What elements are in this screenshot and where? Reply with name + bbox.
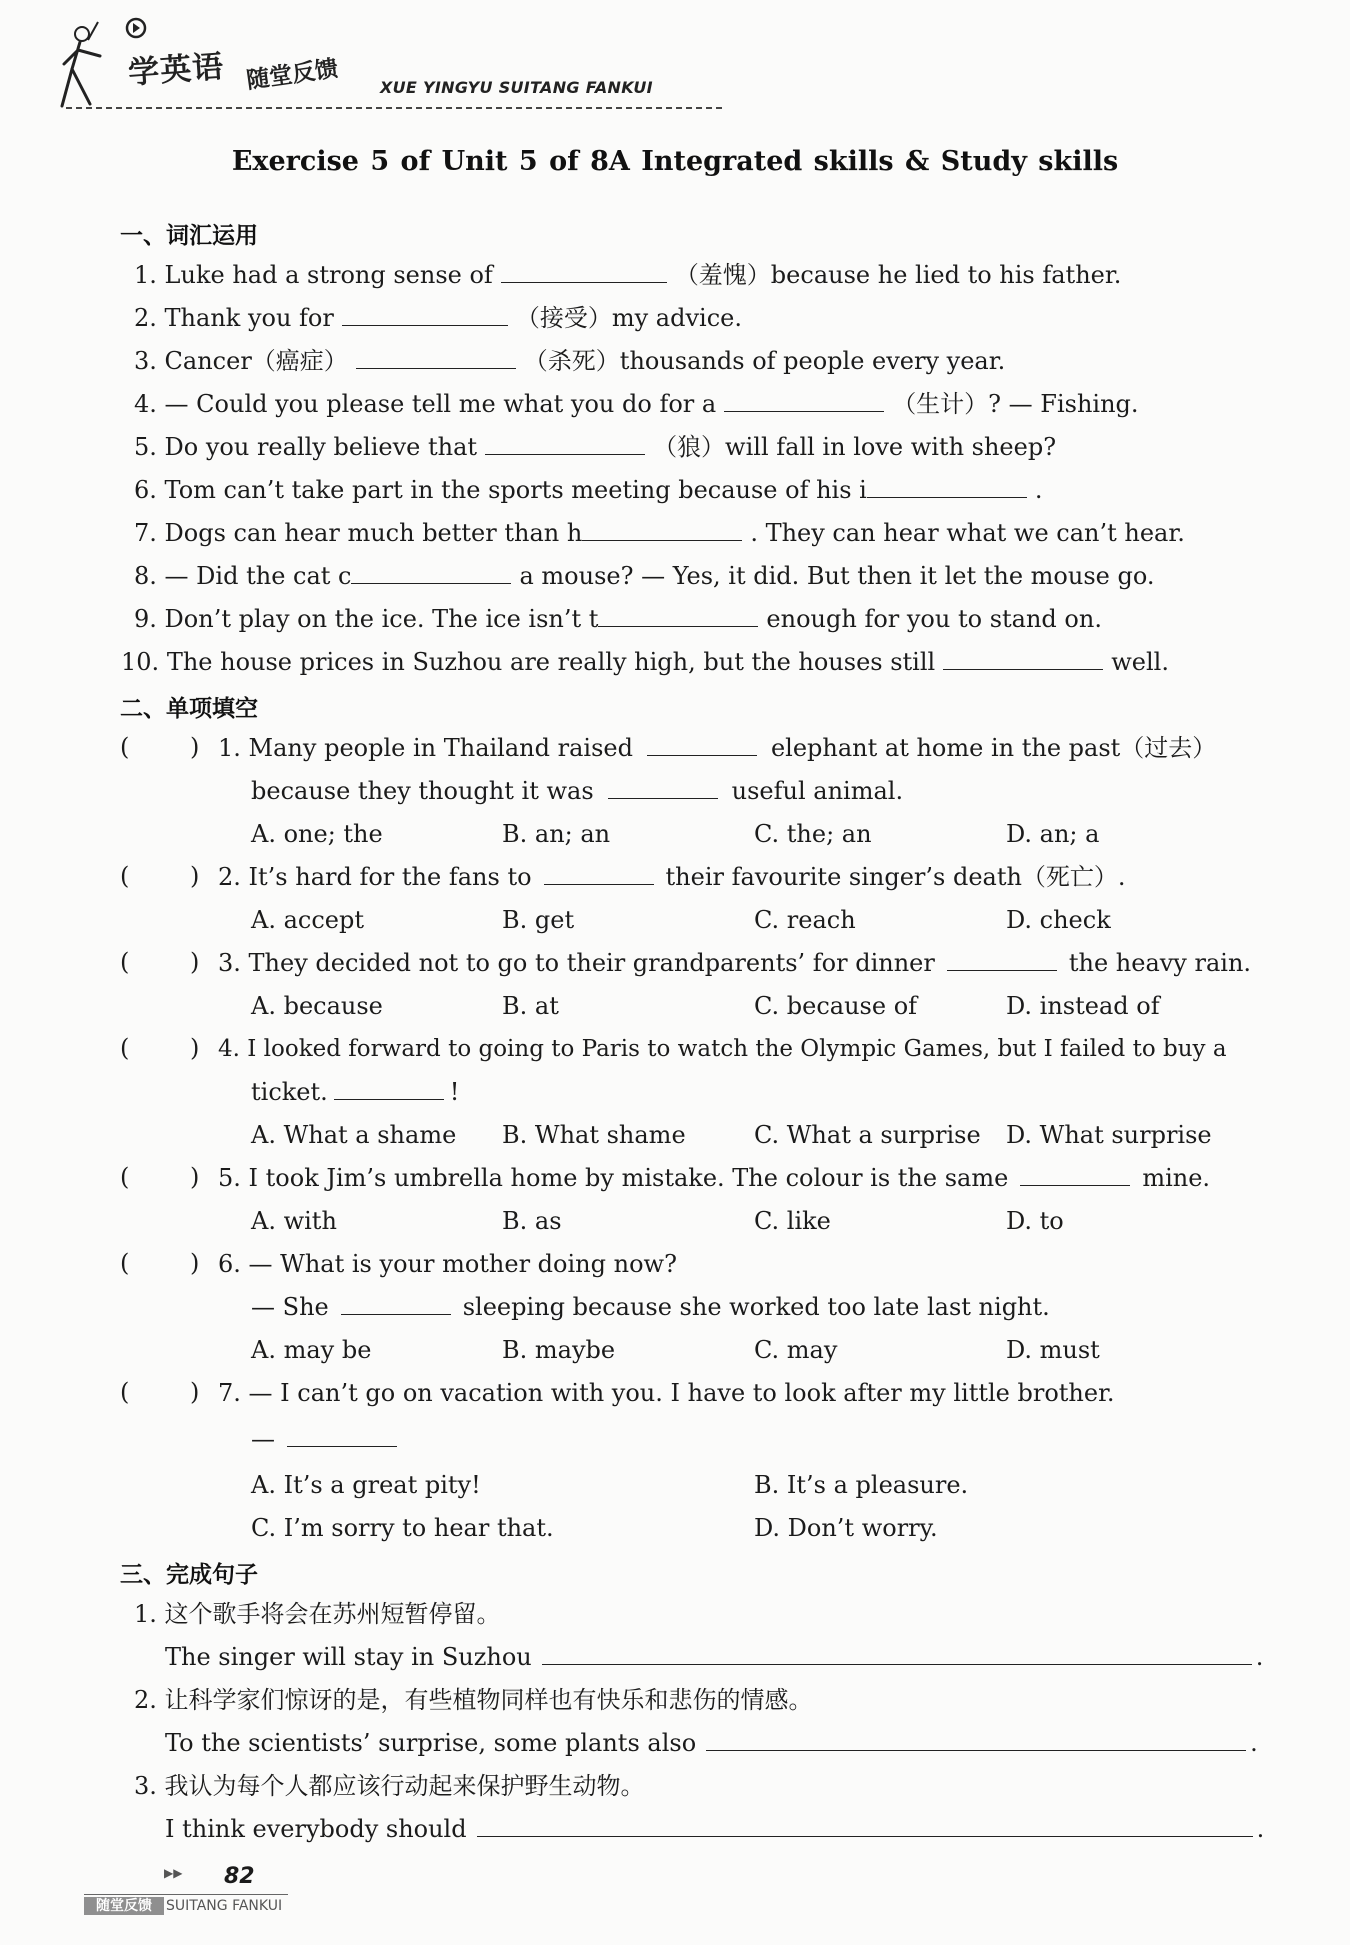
item-number: 5. bbox=[218, 1164, 241, 1192]
item-text: — I can’t go on vacation with you. I have to look after my little brother. bbox=[248, 1379, 1115, 1407]
answer-paren-open: ( bbox=[120, 1163, 130, 1191]
mc-question-2 bbox=[218, 862, 1126, 892]
option-b[interactable]: B. What shame bbox=[502, 1121, 686, 1149]
answer-paren-open: ( bbox=[120, 1034, 130, 1062]
item-text: because they thought it was bbox=[251, 777, 594, 805]
answer-blank[interactable] bbox=[647, 733, 757, 756]
mc-question-7-cont bbox=[251, 1424, 409, 1454]
item-text: Dogs can hear much better than h bbox=[164, 519, 583, 547]
option-a[interactable]: A. What a shame bbox=[251, 1121, 457, 1149]
item-number: 3. bbox=[134, 1772, 157, 1800]
section-1-heading: 一、词汇运用 bbox=[120, 223, 258, 249]
item-text: . bbox=[1250, 1729, 1258, 1757]
header-title-cn: 学英语 bbox=[127, 48, 226, 92]
mc-question-3 bbox=[218, 948, 1251, 978]
answer-blank[interactable] bbox=[724, 389, 884, 412]
item-text: 让科学家们惊讶的是，有些植物同样也有快乐和悲伤的情感。 bbox=[164, 1686, 813, 1714]
translate-item-2-cn bbox=[134, 1685, 813, 1715]
answer-paren-close[interactable]: ) bbox=[190, 1249, 200, 1277]
answer-paren-close[interactable]: ) bbox=[190, 1034, 200, 1062]
item-text: （生计）? — Fishing. bbox=[892, 390, 1139, 418]
option-a[interactable]: A. It’s a great pity! bbox=[251, 1471, 481, 1499]
item-text: It’s hard for the fans to bbox=[248, 863, 532, 891]
item-number: 7. bbox=[218, 1379, 241, 1407]
item-number: 2. bbox=[134, 304, 157, 332]
item-number: 6. bbox=[134, 476, 157, 504]
item-number: 1. bbox=[218, 734, 241, 762]
item-text: the heavy rain. bbox=[1068, 949, 1252, 977]
item-text: （狼）will fall in love with sheep? bbox=[653, 433, 1057, 461]
option-a[interactable]: A. because bbox=[251, 992, 383, 1020]
option-d[interactable]: D. to bbox=[1006, 1207, 1064, 1235]
option-c[interactable]: C. What a surprise bbox=[754, 1121, 981, 1149]
item-text: I think everybody should bbox=[165, 1815, 467, 1843]
option-d[interactable]: D. must bbox=[1006, 1336, 1100, 1364]
translate-item-3-cn bbox=[134, 1771, 645, 1801]
answer-paren-open: ( bbox=[120, 862, 130, 890]
item-text: （杀死）thousands of people every year. bbox=[523, 347, 1006, 375]
vocab-item-7 bbox=[134, 518, 1185, 548]
item-number: 3. bbox=[218, 949, 241, 977]
vocab-item-8 bbox=[134, 561, 1155, 591]
option-c[interactable]: C. like bbox=[754, 1207, 831, 1235]
mc-question-1 bbox=[218, 733, 1216, 763]
header-divider bbox=[66, 107, 722, 109]
option-d[interactable]: D. What surprise bbox=[1006, 1121, 1212, 1149]
item-number: 4. bbox=[218, 1036, 240, 1062]
option-b[interactable]: B. It’s a pleasure. bbox=[754, 1471, 969, 1499]
option-d[interactable]: D. an; a bbox=[1006, 820, 1100, 848]
item-number: 10. bbox=[121, 648, 160, 676]
item-text: They decided not to go to their grandparents’ for dinner bbox=[248, 949, 935, 977]
item-text: I took Jim’s umbrella home by mistake. The colour is the same bbox=[248, 1164, 1009, 1192]
vocab-item-5 bbox=[134, 432, 1056, 462]
item-text: . They can hear what we can’t hear. bbox=[750, 519, 1185, 547]
item-text: well. bbox=[1111, 648, 1169, 676]
item-text: — What is your mother doing now? bbox=[248, 1250, 677, 1278]
page-number: 82 bbox=[224, 1864, 255, 1889]
item-number: 2. bbox=[134, 1686, 157, 1714]
answer-blank[interactable] bbox=[608, 776, 718, 799]
option-b[interactable]: B. at bbox=[502, 992, 559, 1020]
item-text: Cancer（癌症） bbox=[164, 347, 348, 375]
option-c[interactable]: C. I’m sorry to hear that. bbox=[251, 1514, 554, 1542]
item-text: sleeping because she worked too late last night. bbox=[462, 1293, 1050, 1321]
item-text: The singer will stay in Suzhou bbox=[165, 1643, 532, 1671]
footer-label-en: SUITANG FANKUI bbox=[166, 1898, 283, 1914]
answer-blank[interactable] bbox=[544, 862, 654, 885]
answer-blank[interactable] bbox=[1020, 1163, 1130, 1186]
translate-item-1-cn bbox=[134, 1599, 501, 1629]
mc-question-1-cont bbox=[251, 776, 903, 806]
option-d[interactable]: D. check bbox=[1006, 906, 1111, 934]
section-2-heading: 二、单项填空 bbox=[120, 696, 258, 722]
item-text: Tom can’t take part in the sports meeting because of his i bbox=[164, 476, 867, 504]
double-arrow-icon: ▶▶ bbox=[164, 1866, 183, 1880]
option-a[interactable]: A. with bbox=[251, 1207, 337, 1235]
header-banner bbox=[58, 14, 678, 114]
item-text: . bbox=[1255, 1643, 1264, 1671]
header-title-en: XUE YINGYU SUITANG FANKUI bbox=[380, 78, 653, 97]
item-text: mine. bbox=[1142, 1164, 1211, 1192]
item-text: Do you really believe that bbox=[164, 433, 478, 461]
answer-blank[interactable] bbox=[356, 346, 516, 369]
item-number: 6. bbox=[218, 1250, 241, 1278]
answer-blank[interactable] bbox=[342, 303, 508, 326]
answer-blank[interactable] bbox=[867, 475, 1027, 498]
vocab-item-2 bbox=[134, 303, 742, 333]
answer-blank[interactable] bbox=[351, 561, 511, 584]
item-text: Many people in Thailand raised bbox=[248, 734, 633, 762]
mc-question-4-cont bbox=[251, 1077, 459, 1107]
vocab-item-4 bbox=[134, 389, 1139, 419]
item-text: — Could you please tell me what you do for a bbox=[164, 390, 717, 418]
option-b[interactable]: B. get bbox=[502, 906, 575, 934]
option-c[interactable]: C. because of bbox=[754, 992, 918, 1020]
answer-paren-open: ( bbox=[120, 1249, 130, 1277]
item-text: enough for you to stand on. bbox=[766, 605, 1102, 633]
item-text: ! bbox=[449, 1078, 460, 1106]
answer-paren-open: ( bbox=[120, 733, 130, 761]
translate-item-1-en bbox=[165, 1642, 1263, 1672]
answer-paren-open: ( bbox=[120, 1378, 130, 1406]
option-b[interactable]: B. an; an bbox=[502, 820, 611, 848]
item-text: 这个歌手将会在苏州短暂停留。 bbox=[164, 1600, 501, 1628]
item-text: （接受）my advice. bbox=[515, 304, 742, 332]
answer-paren-close[interactable]: ) bbox=[190, 1163, 200, 1191]
translate-item-3-en bbox=[165, 1814, 1264, 1844]
answer-blank[interactable] bbox=[501, 260, 667, 283]
answer-blank[interactable] bbox=[334, 1077, 444, 1100]
item-number: 3. bbox=[134, 347, 157, 375]
item-text: Don’t play on the ice. The ice isn’t t bbox=[164, 605, 599, 633]
item-number: 5. bbox=[134, 433, 157, 461]
option-c[interactable]: C. the; an bbox=[754, 820, 872, 848]
answer-paren-close[interactable]: ) bbox=[190, 948, 200, 976]
answer-paren-close[interactable]: ) bbox=[190, 733, 200, 761]
answer-line[interactable] bbox=[706, 1728, 1246, 1751]
vocab-item-10 bbox=[121, 647, 1169, 677]
answer-blank[interactable] bbox=[341, 1292, 451, 1315]
vocab-item-1 bbox=[134, 260, 1121, 290]
item-text: elephant at home in the past（过去） bbox=[770, 734, 1217, 762]
translate-item-2-en bbox=[165, 1728, 1258, 1758]
answer-blank[interactable] bbox=[598, 604, 758, 627]
option-d[interactable]: D. Don’t worry. bbox=[754, 1514, 938, 1542]
answer-paren-close[interactable]: ) bbox=[190, 862, 200, 890]
item-number: 2. bbox=[218, 863, 241, 891]
answer-blank[interactable] bbox=[943, 647, 1103, 670]
item-number: 1. bbox=[134, 1600, 157, 1628]
answer-blank[interactable] bbox=[287, 1424, 397, 1447]
section-3-heading: 三、完成句子 bbox=[120, 1562, 258, 1588]
item-text: a mouse? — Yes, it did. But then it let the mouse go. bbox=[519, 562, 1155, 590]
mc-question-7 bbox=[218, 1378, 1115, 1408]
answer-blank[interactable] bbox=[582, 518, 742, 541]
item-text: To the scientists’ surprise, some plants also bbox=[165, 1729, 697, 1757]
item-text: — Did the cat c bbox=[164, 562, 352, 590]
item-text: I looked forward to going to Paris to watch the Olympic Games, but I failed to buy a bbox=[247, 1036, 1227, 1062]
answer-line[interactable] bbox=[542, 1642, 1252, 1665]
item-text: ticket. bbox=[251, 1078, 328, 1106]
item-text: — bbox=[251, 1425, 275, 1453]
item-text: 我认为每个人都应该行动起来保护野生动物。 bbox=[164, 1772, 645, 1800]
mc-question-4 bbox=[218, 1034, 1227, 1064]
answer-blank[interactable] bbox=[485, 432, 645, 455]
option-b[interactable]: B. maybe bbox=[502, 1336, 616, 1364]
mc-question-6 bbox=[218, 1249, 677, 1279]
item-text: Luke had a strong sense of bbox=[164, 261, 493, 289]
option-c[interactable]: C. reach bbox=[754, 906, 856, 934]
item-text: useful animal. bbox=[731, 777, 904, 805]
option-d[interactable]: D. instead of bbox=[1006, 992, 1160, 1020]
vocab-item-6 bbox=[134, 475, 1042, 505]
vocab-item-9 bbox=[134, 604, 1102, 634]
header-title-cn-sub: 随堂反馈 bbox=[244, 55, 340, 95]
exercise-title: Exercise 5 of Unit 5 of 8A Integrated skills & Study skills bbox=[231, 146, 1119, 177]
vocab-item-3 bbox=[134, 346, 1005, 376]
option-a[interactable]: A. accept bbox=[251, 906, 364, 934]
option-a[interactable]: A. one; the bbox=[251, 820, 383, 848]
item-number: 9. bbox=[134, 605, 157, 633]
option-c[interactable]: C. may bbox=[754, 1336, 838, 1364]
item-text: — She bbox=[251, 1293, 329, 1321]
answer-paren-close[interactable]: ) bbox=[190, 1378, 200, 1406]
item-text: （羞愧）because he lied to his father. bbox=[674, 261, 1122, 289]
item-text: their favourite singer’s death（死亡）. bbox=[665, 863, 1126, 891]
item-text: . bbox=[1034, 476, 1043, 504]
item-text: Thank you for bbox=[164, 304, 334, 332]
item-number: 7. bbox=[134, 519, 157, 547]
footer-label-cn: 随堂反馈 bbox=[84, 1897, 164, 1915]
item-text: . bbox=[1256, 1815, 1265, 1843]
item-text: The house prices in Suzhou are really high, but the houses still bbox=[166, 648, 936, 676]
footer-divider bbox=[84, 1894, 288, 1895]
mc-question-6-cont bbox=[251, 1292, 1050, 1322]
item-number: 1. bbox=[134, 261, 157, 289]
answer-paren-open: ( bbox=[120, 948, 130, 976]
option-a[interactable]: A. may be bbox=[251, 1336, 372, 1364]
item-number: 8. bbox=[134, 562, 157, 590]
option-b[interactable]: B. as bbox=[502, 1207, 562, 1235]
item-number: 4. bbox=[134, 390, 157, 418]
mc-question-5 bbox=[218, 1163, 1210, 1193]
answer-blank[interactable] bbox=[947, 948, 1057, 971]
answer-line[interactable] bbox=[477, 1814, 1253, 1837]
